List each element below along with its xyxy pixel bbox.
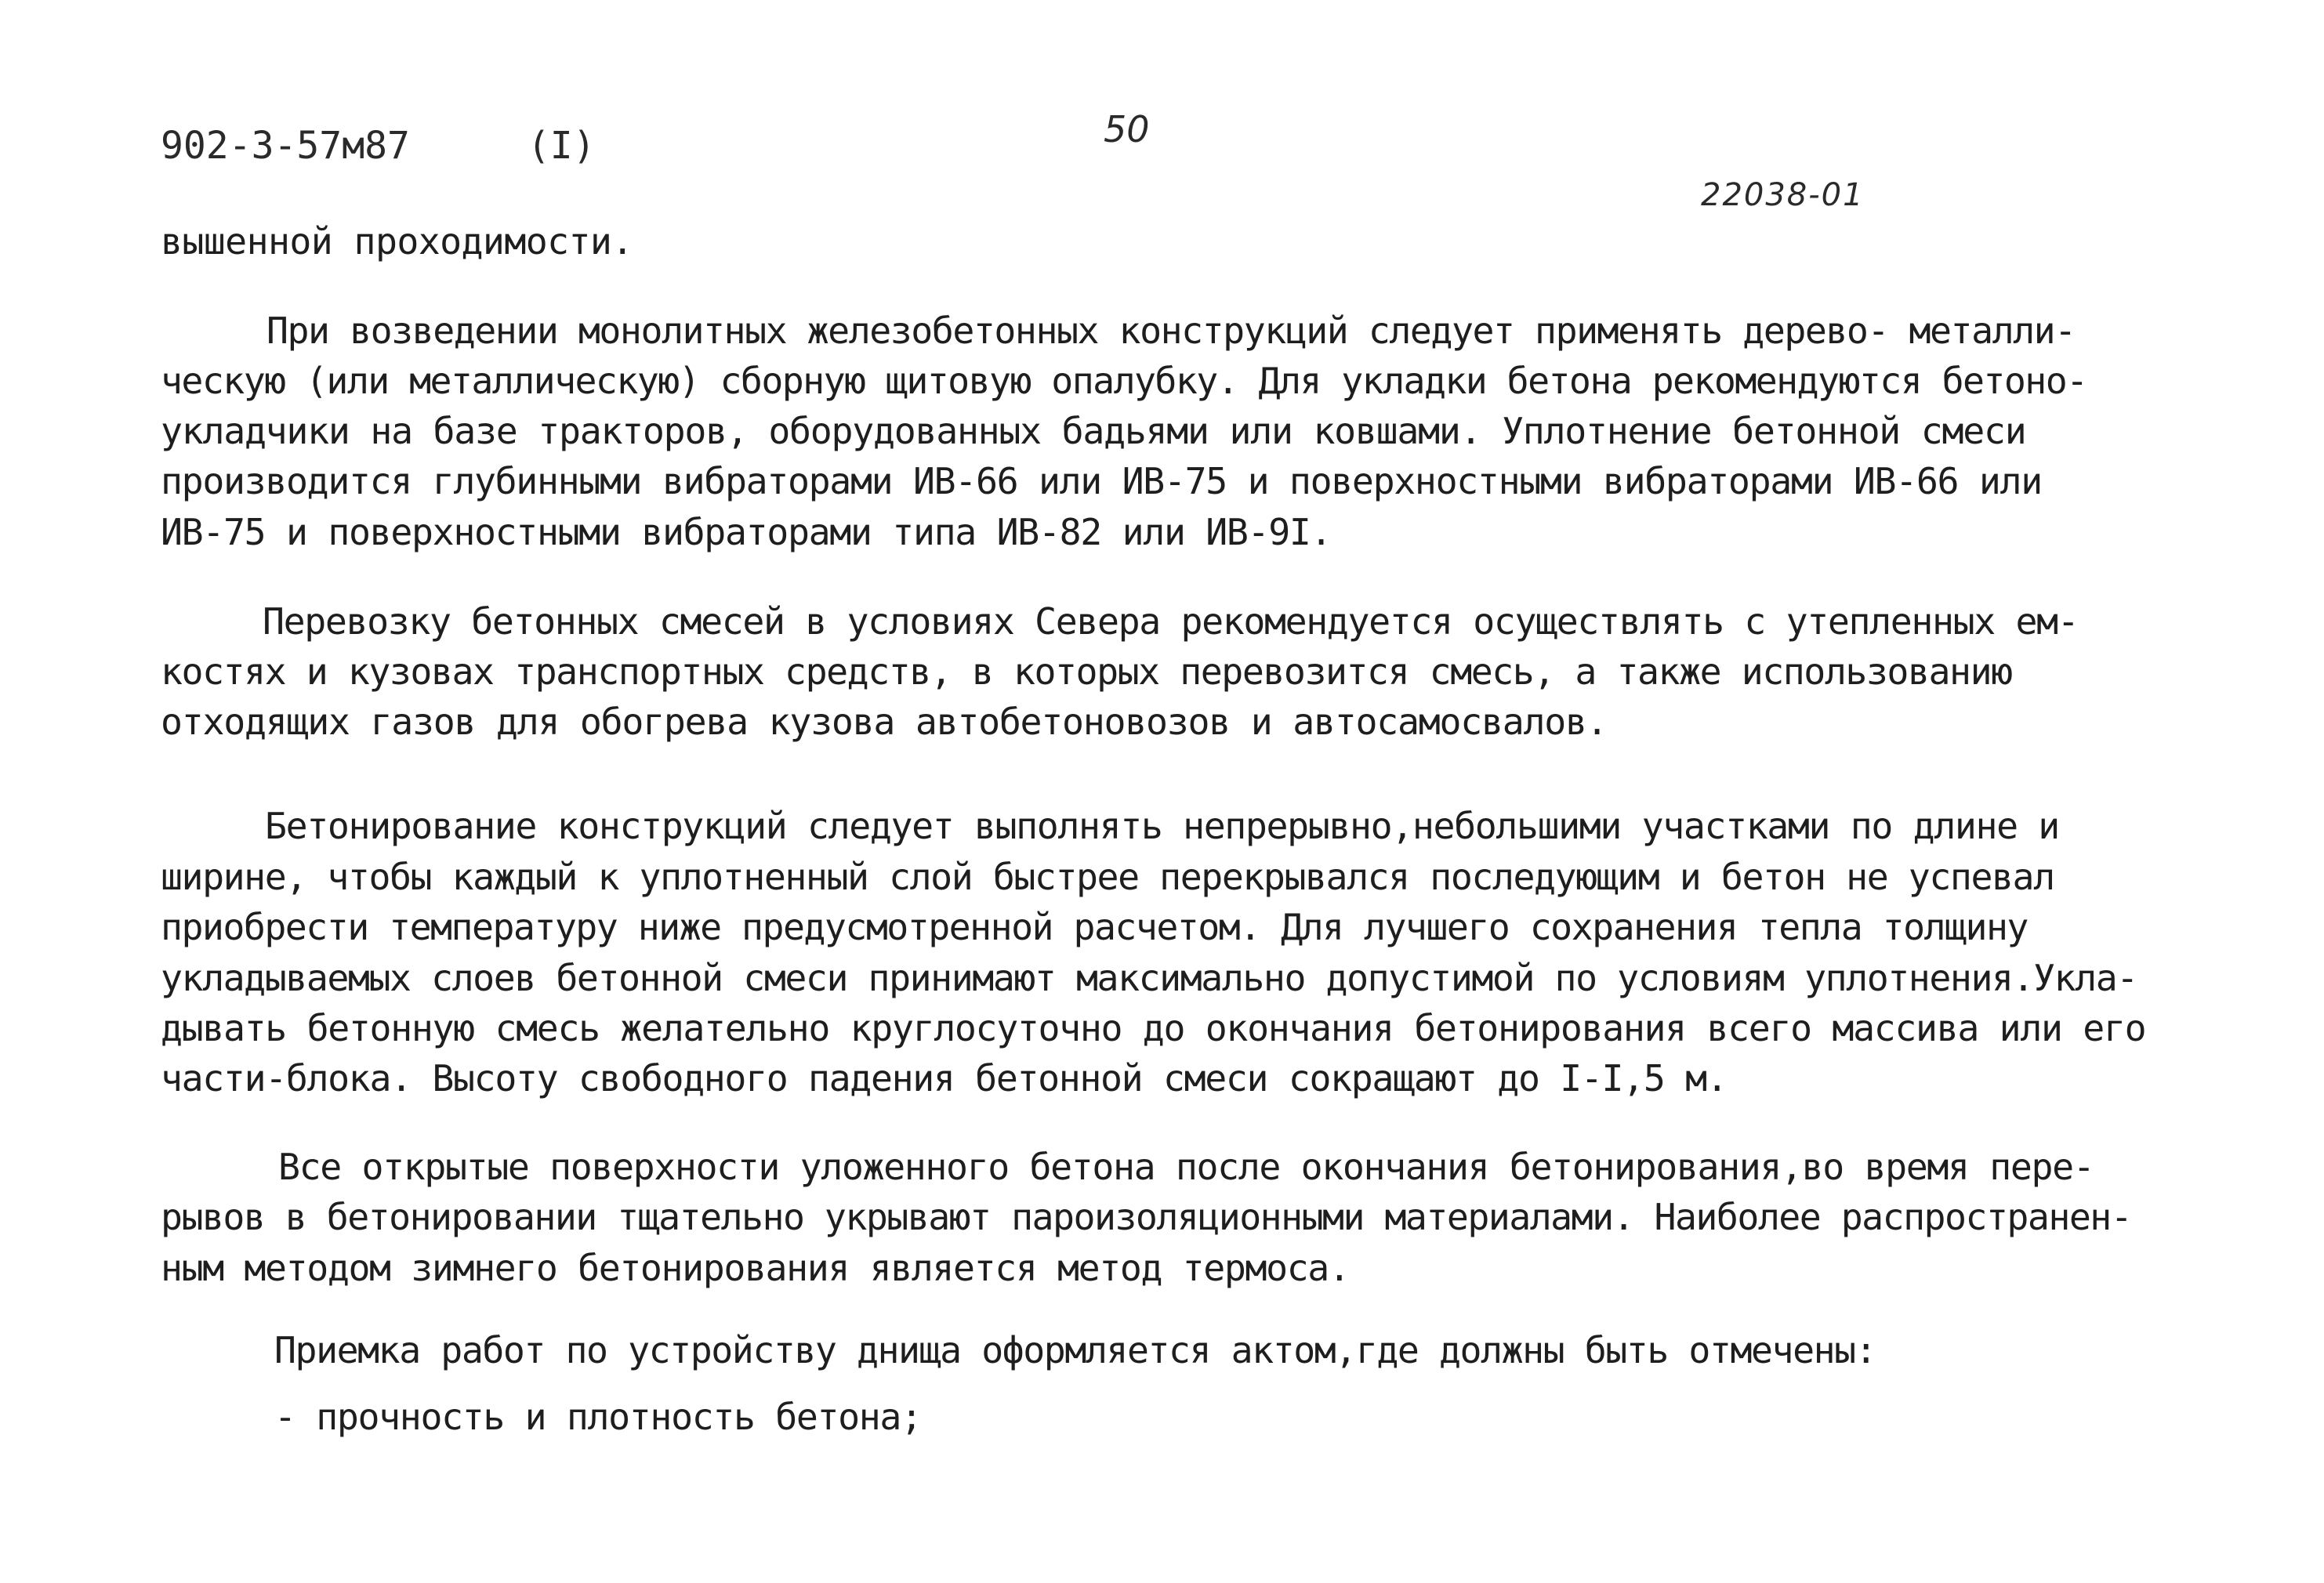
- archive-number: 22038-01: [1701, 177, 1865, 213]
- text-line: костях и кузовах транспортных средств, в которых перевозится смесь, а также использованию: [161, 650, 2012, 693]
- sheet-indicator: (I): [527, 124, 596, 168]
- text-line: Бетонирование конструкций следует выполнять непрерывно,небольшими участками по длине и: [265, 805, 2059, 847]
- text-line: приобрести температуру ниже предусмотренной расчетом. Для лучшего сохранения тепла толщину: [161, 906, 2028, 948]
- text-line: Приемка работ по устройству днища оформляется актом,где должны быть отмечены:: [274, 1329, 1876, 1371]
- list-item: - прочность и плотность бетона;: [274, 1396, 922, 1438]
- text-line: Перевозку бетонных смесей в условиях Севера рекомендуется осуществлять с утепленных ем-: [263, 600, 2079, 643]
- text-line: производится глубинными вибраторами ИВ-66 или ИВ-75 и поверхностными вибраторами ИВ-66 или: [161, 460, 2042, 502]
- text-line: Все открытые поверхности уложенного бетона после окончания бетонирования,во время пере-: [278, 1146, 2094, 1188]
- text-line: ширине, чтобы каждый к уплотненный слой быстрее перекрывался последующим и бетон не успевал: [161, 856, 2054, 898]
- text-line: ным методом зимнего бетонирования является метод термоса.: [161, 1247, 1350, 1289]
- text-line: укладчики на базе тракторов, оборудованных бадьями или ковшами. Уплотнение бетонной смеси: [161, 410, 2026, 452]
- text-line: ческую (или металлическую) сборную щитовую опалубку. Для укладки бетона рекомендуются бетоно-: [161, 360, 2087, 402]
- text-line: отходящих газов для обогрева кузова автобетоновозов и автосамосвалов.: [161, 701, 1608, 743]
- text-line: рывов в бетонировании тщательно укрывают пароизоляционными материалами. Наиболее распространен-: [161, 1196, 2132, 1238]
- text-line: вышенной проходимости.: [161, 220, 633, 263]
- document-code: 902-3-57м87: [161, 124, 410, 168]
- text-line: дывать бетонную смесь желательно круглосуточно до окончания бетонирования всего массива или его: [161, 1007, 2146, 1049]
- text-line: укладываемых слоев бетонной смеси принимают максимально допустимой по условиям уплотнения.Укла-: [161, 957, 2137, 999]
- text-line: ИВ-75 и поверхностными вибраторами типа ИВ-82 или ИВ-9I.: [161, 511, 1332, 553]
- text-line: части-блока. Высоту свободного падения бетонной смеси сокращают до I-I,5 м.: [161, 1057, 1728, 1099]
- document-header: [161, 124, 596, 168]
- page-number: 50: [1104, 108, 1150, 150]
- text-line: При возведении монолитных железобетонных конструкций следует применять дерево- металли-: [266, 310, 2076, 352]
